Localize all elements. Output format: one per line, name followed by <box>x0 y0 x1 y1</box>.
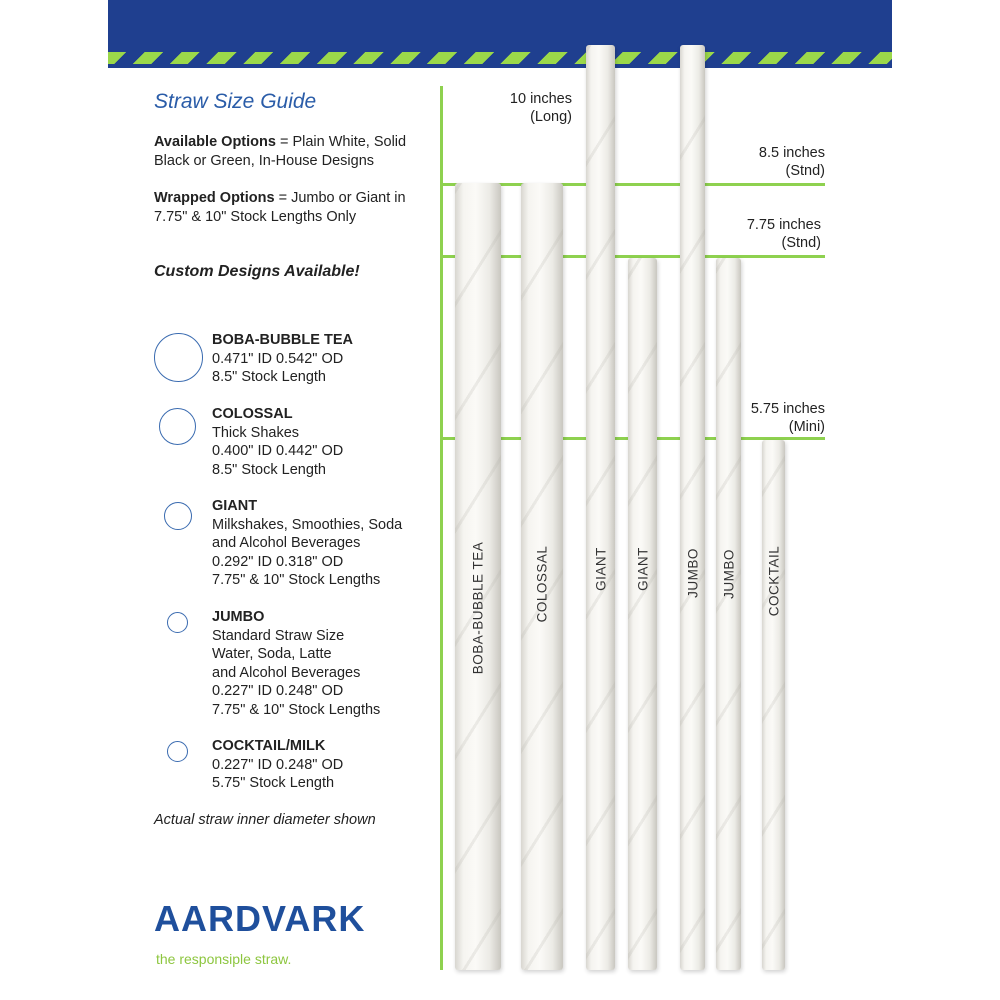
available-options-text <box>154 133 434 171</box>
option-boba-line2: 8.5" Stock Length <box>212 369 326 385</box>
wrapped-options-text <box>154 189 434 227</box>
giant-diameter-circle <box>164 502 192 530</box>
boba-diameter-circle <box>154 333 203 382</box>
option-giant <box>212 497 402 590</box>
option-jumbo <box>212 608 380 719</box>
straw-label-giant-standard: GIANT <box>635 547 650 591</box>
option-cocktail-name: COCKTAIL/MILK <box>212 738 326 754</box>
straw-label-jumbo-long: JUMBO <box>685 548 700 598</box>
available-options-line1: = Plain White, Solid <box>275 134 407 150</box>
option-cocktail-line2: 5.75" Stock Length <box>212 775 335 791</box>
straw-cocktail <box>762 440 785 970</box>
option-colossal-line1: Thick Shakes <box>212 424 300 441</box>
cocktail-diameter-circle <box>167 741 188 762</box>
length-label-8-5-type: (Stnd) <box>785 163 825 179</box>
option-boba-line1: 0.471" ID 0.542" OD <box>212 350 344 367</box>
option-jumbo-line4: 0.227" ID 0.248" OD <box>212 683 344 699</box>
wrapped-options-label: Wrapped Options <box>154 190 275 206</box>
length-label-7-75-type: (Stnd) <box>781 235 821 251</box>
option-jumbo-line1: Standard Straw Size <box>212 627 345 644</box>
straw-jumbo-long <box>680 45 705 970</box>
straw-label-giant-long: GIANT <box>593 547 608 591</box>
length-label-5-75-type: (Mini) <box>788 419 825 435</box>
length-label-10-type: (Long) <box>530 109 572 125</box>
option-colossal-line3: 8.5" Stock Length <box>212 461 326 478</box>
option-boba-name: BOBA-BUBBLE TEA <box>212 332 353 348</box>
straw-giant-long <box>586 45 615 970</box>
option-giant-line4: 7.75" & 10" Stock Lengths <box>212 572 381 588</box>
footnote: Actual straw inner diameter shown <box>154 812 376 828</box>
page-title: Straw Size Guide <box>154 90 317 113</box>
straw-colossal <box>521 183 563 970</box>
logo-tagline: the responsiple straw. <box>156 951 292 967</box>
option-boba <box>212 331 353 387</box>
option-colossal <box>212 405 343 479</box>
option-colossal-name: COLOSSAL <box>212 406 293 422</box>
wrapped-options-line2: 7.75" & 10" Stock Lengths Only <box>154 209 357 225</box>
straw-giant-standard <box>628 258 657 970</box>
option-colossal-line2: 0.400" ID 0.442" OD <box>212 443 344 459</box>
length-label-7-75-value: 7.75 inches <box>746 217 821 233</box>
option-cocktail-line1: 0.227" ID 0.248" OD <box>212 756 344 773</box>
option-cocktail <box>212 737 343 793</box>
option-jumbo-line3: and Alcohol Beverages <box>212 664 361 681</box>
option-giant-line2: and Alcohol Beverages <box>212 535 361 551</box>
straw-label-boba: BOBA-BUBBLE TEA <box>470 541 486 675</box>
header-stripe <box>108 52 892 64</box>
length-label-7-75 <box>720 216 821 252</box>
wrapped-options-line1: = Jumbo or Giant in <box>274 190 406 206</box>
length-label-10 <box>470 90 572 126</box>
length-label-8-5-value: 8.5 inches <box>758 145 825 161</box>
guide-vertical-line <box>440 86 443 970</box>
straw-label-cocktail: COCKTAIL <box>766 545 781 617</box>
straw-label-colossal: COLOSSAL <box>534 545 550 623</box>
option-giant-line3: 0.292" ID 0.318" OD <box>212 553 344 570</box>
straw-jumbo-standard <box>716 258 741 970</box>
custom-designs-heading: Custom Designs Available! <box>154 263 360 280</box>
available-options-label: Available Options <box>154 134 276 150</box>
straw-label-jumbo-standard: JUMBO <box>721 549 736 599</box>
header-band <box>108 0 892 68</box>
length-label-10-value: 10 inches <box>509 91 572 107</box>
option-jumbo-name: JUMBO <box>212 609 265 625</box>
jumbo-diameter-circle <box>167 612 188 633</box>
available-options-line2: Black or Green, In-House Designs <box>154 153 375 169</box>
colossal-diameter-circle <box>159 408 196 445</box>
length-label-8-5 <box>720 144 825 180</box>
option-giant-name: GIANT <box>212 498 258 514</box>
option-jumbo-line5: 7.75" & 10" Stock Lengths <box>212 701 381 718</box>
option-jumbo-line2: Water, Soda, Latte <box>212 646 332 662</box>
option-giant-line1: Milkshakes, Smoothies, Soda <box>212 516 403 533</box>
aardvark-logo: AARDVARK <box>154 898 366 939</box>
straw-boba <box>455 183 501 970</box>
length-label-5-75-value: 5.75 inches <box>750 401 825 417</box>
